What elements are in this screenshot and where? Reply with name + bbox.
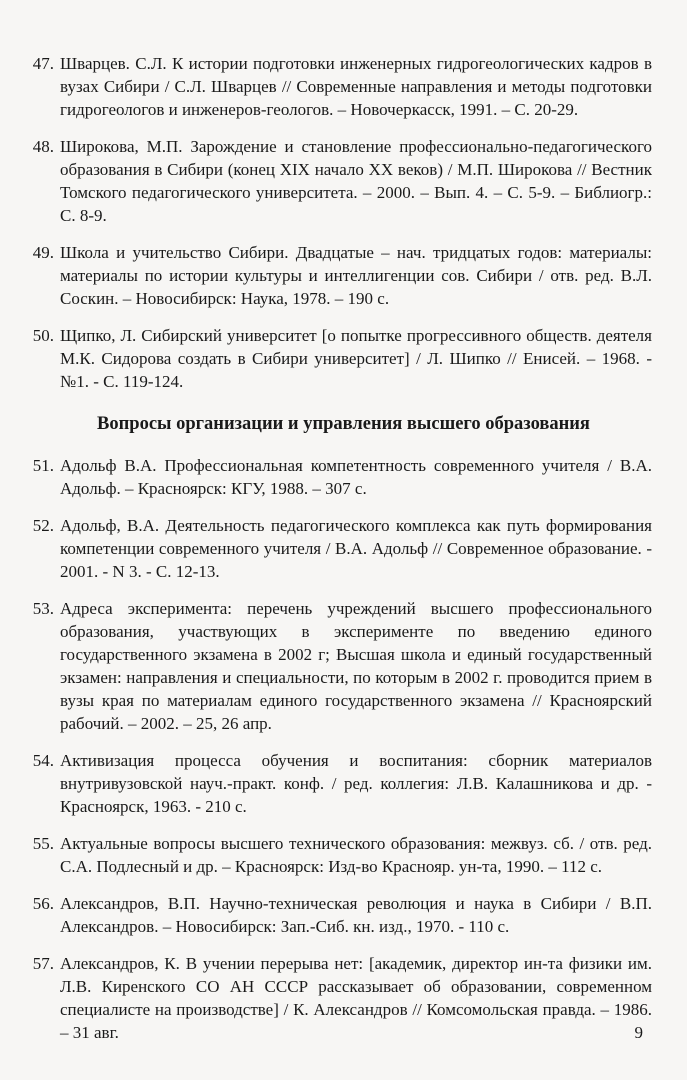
page-number: 9 bbox=[634, 1023, 643, 1042]
entry-text: Александров, К. В учении перерыва нет: [академик, директор ин-та физики им. Л.В. Киренского СО АН СССР рассказывает об образовании, современном специалисте на производстве] / К. Александров // Комсомольская правда. – 1986. – 31 авг. bbox=[60, 954, 652, 1042]
entry-number: 49. bbox=[32, 243, 54, 262]
entry-text: Щипко, Л. Сибирский университет [о попытке прогрессивного обществ. деятеля М.К. Сидорова создать в Сибири университет] / Л. Шипко // Енисей. – 1968. - №1. - С. 119-124. bbox=[60, 326, 652, 391]
entry-number: 53. bbox=[32, 599, 54, 618]
bib-entry-51 bbox=[0, 454, 687, 500]
bib-entry-50 bbox=[0, 324, 687, 393]
entry-number: 51. bbox=[32, 456, 54, 475]
bib-entry-48 bbox=[0, 135, 687, 227]
entry-number: 50. bbox=[32, 326, 54, 345]
entry-number: 56. bbox=[32, 894, 54, 913]
entry-text: Александров, В.П. Научно-техническая революция и наука в Сибири / В.П. Александров. – Новосибирск: Зап.-Сиб. кн. изд., 1970. - 110 с. bbox=[60, 894, 652, 936]
entry-number: 55. bbox=[32, 834, 54, 853]
entry-text: Адреса эксперимента: перечень учреждений высшего профессионального образования, участвующих в эксперименте по введению единого государственного экзамена в 2002 г; Высшая школа и единый государственный экзамен: направления и специальности, по которым в 2002 г. проводится прием в вузы края по материалам единого государственного экзамена // Красноярский рабочий. – 2002. – 25, 26 апр. bbox=[60, 599, 652, 733]
entries-section-b bbox=[0, 454, 687, 1058]
bib-entry-57 bbox=[0, 952, 687, 1044]
section-heading: Вопросы организации и управления высшего образования bbox=[97, 414, 590, 434]
entry-number: 47. bbox=[32, 54, 54, 73]
bib-entry-53 bbox=[0, 597, 687, 735]
entry-text: Активизация процесса обучения и воспитания: сборник материалов внутривузовской науч.-практ. конф. / ред. коллегия: Л.В. Калашникова и др. - Красноярск, 1963. - 210 с. bbox=[60, 751, 652, 816]
bib-entry-49 bbox=[0, 241, 687, 310]
entry-text: Широкова, М.П. Зарождение и становление профессионально-педагогического образования в Сибири (конец XIX начало XX веков) / М.П. Широкова // Вестник Томского педагогического университета. – 2000. – Вып. 4. – С. 5-9. – Библиогр.: С. 8-9. bbox=[60, 137, 652, 225]
bib-entry-47 bbox=[0, 52, 687, 121]
entry-text: Шварцев. С.Л. К истории подготовки инженерных гидрогеологических кадров в вузах Сибири / С.Л. Шварцев // Современные направления и методы подготовки гидрогеологов и инженеров-геологов. – Новочеркасск, 1991. – С. 20-29. bbox=[60, 54, 652, 119]
entry-text: Адольф, В.А. Деятельность педагогического комплекса как путь формирования компетенции современного учителя / В.А. Адольф // Современное образование. - 2001. - N 3. - С. 12-13. bbox=[60, 516, 652, 581]
entries-section-a bbox=[0, 52, 687, 407]
bib-entry-54 bbox=[0, 749, 687, 818]
bib-entry-55 bbox=[0, 832, 687, 878]
entry-number: 52. bbox=[32, 516, 54, 535]
entry-number: 57. bbox=[32, 954, 54, 973]
entry-number: 48. bbox=[32, 137, 54, 156]
bib-entry-52 bbox=[0, 514, 687, 583]
entry-text: Школа и учительство Сибири. Двадцатые – нач. тридцатых годов: материалы: материалы по истории культуры и интеллигенции сов. Сибири / отв. ред. В.Л. Соскин. – Новосибирск: Наука, 1978. – 190 с. bbox=[60, 243, 652, 308]
entry-number: 54. bbox=[32, 751, 54, 770]
entry-text: Актуальные вопросы высшего технического образования: межвуз. сб. / отв. ред. С.А. Подлесный и др. – Красноярск: Изд-во Краснояр. ун-та, 1990. – 112 с. bbox=[60, 834, 652, 876]
bib-entry-56 bbox=[0, 892, 687, 938]
entry-text: Адольф В.А. Профессиональная компетентность современного учителя / В.А. Адольф. – Красноярск: КГУ, 1988. – 307 с. bbox=[60, 456, 652, 498]
